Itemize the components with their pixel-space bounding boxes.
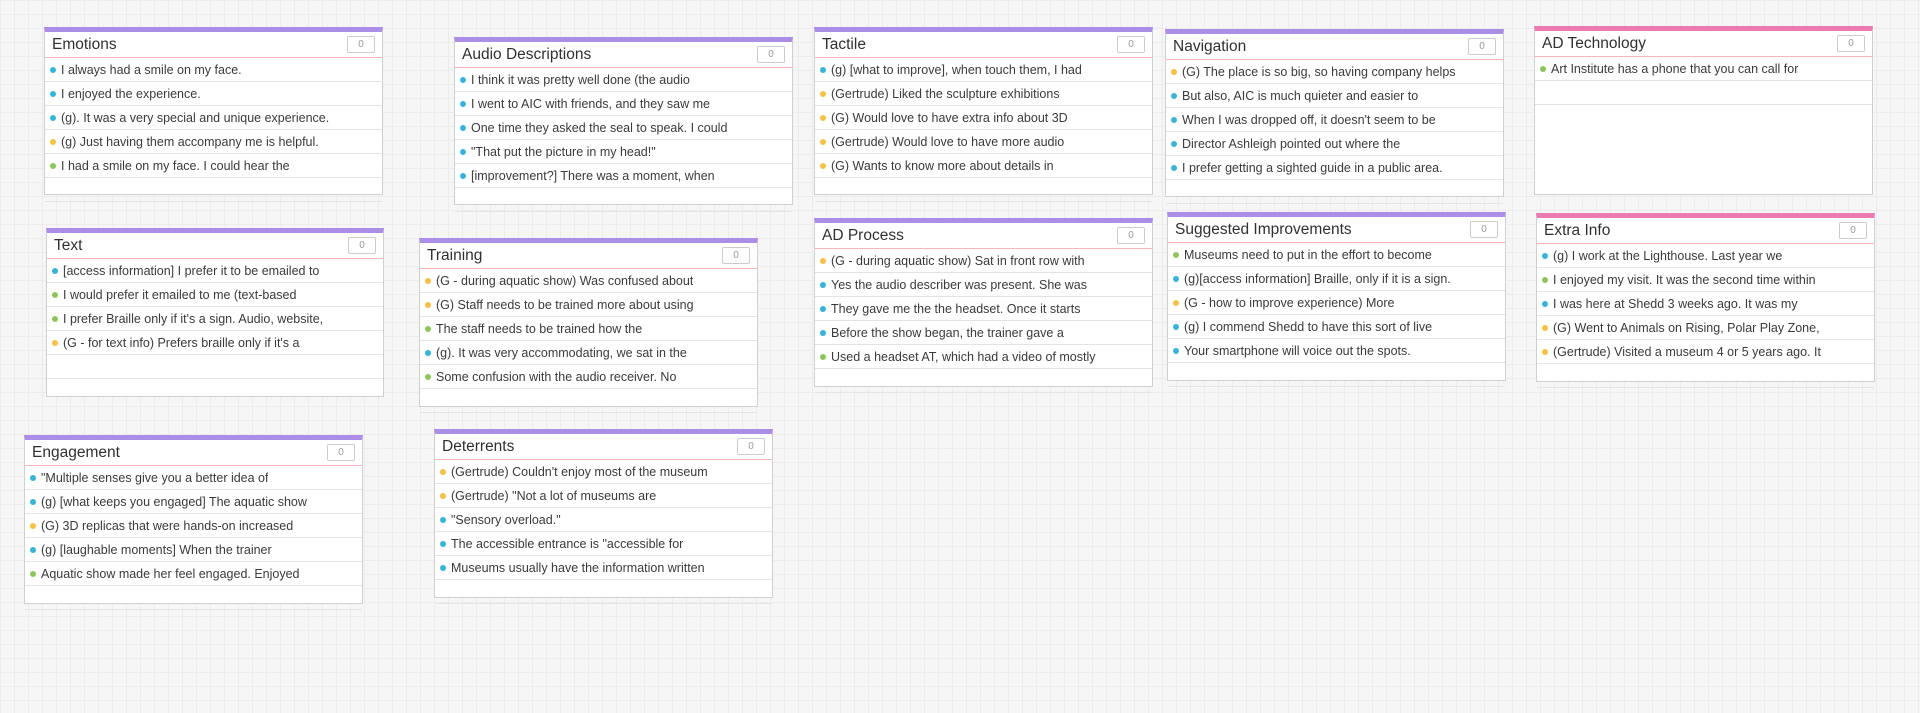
- note-row[interactable]: [1168, 315, 1505, 339]
- note-row[interactable]: [1537, 292, 1874, 316]
- count-badge[interactable]: 0: [1117, 227, 1145, 244]
- note-text: (G - for text info) Prefers braille only if it's a: [63, 335, 300, 350]
- note-row[interactable]: [1535, 57, 1872, 81]
- note-text: "Multiple senses give you a better idea of: [41, 470, 269, 485]
- bullet-dot-icon: [50, 163, 56, 169]
- card-ad-technology[interactable]: [1534, 26, 1873, 195]
- bullet-dot-icon: [1173, 252, 1179, 258]
- note-text: Some confusion with the audio receiver. No: [436, 369, 677, 384]
- note-text: Director Ashleigh pointed out where the: [1182, 136, 1401, 151]
- note-text: Museums usually have the information written: [451, 560, 705, 575]
- card-rows: [1535, 57, 1872, 105]
- card-training[interactable]: [419, 238, 758, 407]
- note-text: The staff needs to be trained how the: [436, 321, 643, 336]
- card-title: Emotions: [52, 35, 117, 53]
- card-rows: [815, 249, 1152, 393]
- note-text: I enjoyed the experience.: [61, 86, 201, 101]
- bullet-dot-icon: [425, 350, 431, 356]
- bullet-dot-icon: [1173, 348, 1179, 354]
- card-rows: [1168, 243, 1505, 387]
- card-text[interactable]: [46, 228, 384, 397]
- bullet-dot-icon: [1173, 324, 1179, 330]
- card-title: Tactile: [822, 35, 866, 53]
- card-header: [1168, 217, 1505, 243]
- note-row[interactable]: [815, 321, 1152, 345]
- note-row[interactable]: [815, 154, 1152, 178]
- note-text: (Gertrude) Would love to have more audio: [831, 134, 1065, 149]
- bullet-dot-icon: [820, 330, 826, 336]
- bullet-dot-icon: [820, 282, 826, 288]
- note-row[interactable]: [45, 106, 382, 130]
- bullet-dot-icon: [1173, 300, 1179, 306]
- note-row[interactable]: [47, 283, 383, 307]
- card-header: [420, 243, 757, 269]
- empty-row[interactable]: [1168, 363, 1505, 387]
- count-badge[interactable]: 0: [757, 46, 785, 63]
- note-text: "That put the picture in my head!": [471, 144, 656, 159]
- bullet-dot-icon: [1542, 325, 1548, 331]
- card-deterrents[interactable]: [434, 429, 773, 598]
- note-row[interactable]: [455, 164, 792, 188]
- bullet-dot-icon: [30, 523, 36, 529]
- note-row[interactable]: [25, 562, 362, 586]
- note-text: The accessible entrance is "accessible for: [451, 536, 684, 551]
- note-row[interactable]: [25, 466, 362, 490]
- bullet-dot-icon: [820, 354, 826, 360]
- bullet-dot-icon: [50, 91, 56, 97]
- empty-row[interactable]: [45, 178, 382, 202]
- empty-row[interactable]: [47, 355, 383, 379]
- bullet-dot-icon: [440, 469, 446, 475]
- card-header: [455, 42, 792, 68]
- card-suggested-improvements[interactable]: [1167, 212, 1506, 381]
- card-audio-descriptions[interactable]: [454, 37, 793, 205]
- note-row[interactable]: [45, 130, 382, 154]
- note-text: I always had a smile on my face.: [61, 62, 242, 77]
- note-row[interactable]: [435, 556, 772, 580]
- note-row[interactable]: [1166, 132, 1503, 156]
- card-title: AD Technology: [1542, 34, 1646, 52]
- card-header: [1537, 218, 1874, 244]
- note-text: I would prefer it emailed to me (text-based: [63, 287, 297, 302]
- note-text: "Sensory overload.": [451, 512, 561, 527]
- note-row[interactable]: [1168, 243, 1505, 267]
- empty-row[interactable]: [1166, 180, 1503, 204]
- note-text: I think it was pretty well done (the audio: [471, 72, 690, 87]
- bullet-dot-icon: [425, 326, 431, 332]
- card-extra-info[interactable]: [1536, 213, 1875, 382]
- note-text: Art Institute has a phone that you can call for: [1551, 61, 1799, 76]
- note-row[interactable]: [1537, 268, 1874, 292]
- count-badge[interactable]: 0: [1468, 38, 1496, 55]
- note-text: Museums need to put in the effort to become: [1184, 247, 1432, 262]
- note-text: (g) [what to improve], when touch them, I had: [831, 62, 1082, 77]
- bullet-dot-icon: [1542, 301, 1548, 307]
- count-badge[interactable]: 0: [1837, 35, 1865, 52]
- note-row[interactable]: [1166, 84, 1503, 108]
- bullet-dot-icon: [1171, 141, 1177, 147]
- note-text: When I was dropped off, it doesn't seem to be: [1182, 112, 1436, 127]
- card-navigation[interactable]: [1165, 29, 1504, 197]
- note-text: (g) I work at the Lighthouse. Last year we: [1553, 248, 1783, 263]
- card-rows: [45, 58, 382, 202]
- bullet-dot-icon: [425, 374, 431, 380]
- card-title: Training: [427, 246, 483, 264]
- note-text: (G) 3D replicas that were hands-on increased: [41, 518, 294, 533]
- card-header: [815, 223, 1152, 249]
- bullet-dot-icon: [820, 115, 826, 121]
- note-text: (Gertrude) Liked the sculpture exhibitions: [831, 86, 1060, 101]
- note-text: (G) Would love to have extra info about 3D: [831, 110, 1068, 125]
- note-text: Used a headset AT, which had a video of mostly: [831, 349, 1096, 364]
- note-row[interactable]: [815, 130, 1152, 154]
- empty-row[interactable]: [815, 369, 1152, 393]
- note-text: I enjoyed my visit. It was the second time within: [1553, 272, 1816, 287]
- note-row[interactable]: [1537, 316, 1874, 340]
- note-text: (g) [laughable moments] When the trainer: [41, 542, 272, 557]
- bullet-dot-icon: [1542, 349, 1548, 355]
- bullet-dot-icon: [52, 316, 58, 322]
- note-text: (G) The place is so big, so having company helps: [1182, 64, 1456, 79]
- note-row[interactable]: [435, 508, 772, 532]
- bullet-dot-icon: [820, 306, 826, 312]
- note-row[interactable]: [25, 538, 362, 562]
- card-header: [25, 440, 362, 466]
- note-row[interactable]: [1168, 267, 1505, 291]
- bullet-dot-icon: [820, 91, 826, 97]
- note-row[interactable]: [45, 154, 382, 178]
- card-title: Extra Info: [1544, 221, 1611, 239]
- note-row[interactable]: [455, 116, 792, 140]
- note-text: I prefer Braille only if it's a sign. Audio, website,: [63, 311, 324, 326]
- note-row[interactable]: [47, 259, 383, 283]
- count-badge[interactable]: 0: [1470, 221, 1498, 238]
- note-row[interactable]: [815, 297, 1152, 321]
- count-badge[interactable]: 0: [347, 36, 375, 53]
- card-header: [1535, 31, 1872, 57]
- note-text: One time they asked the seal to speak. I could: [471, 120, 728, 135]
- note-row[interactable]: [420, 365, 757, 389]
- empty-row[interactable]: [420, 389, 757, 413]
- bullet-dot-icon: [30, 499, 36, 505]
- bullet-dot-icon: [425, 302, 431, 308]
- card-title: Navigation: [1173, 37, 1247, 55]
- note-row[interactable]: [435, 484, 772, 508]
- bullet-dot-icon: [52, 268, 58, 274]
- note-row[interactable]: [1166, 60, 1503, 84]
- card-title: Text: [54, 236, 83, 254]
- note-row[interactable]: [815, 58, 1152, 82]
- card-header: [1166, 34, 1503, 60]
- card-rows: [420, 269, 757, 413]
- bullet-dot-icon: [1542, 277, 1548, 283]
- note-row[interactable]: [420, 293, 757, 317]
- note-row[interactable]: [815, 106, 1152, 130]
- count-badge[interactable]: 0: [737, 438, 765, 455]
- bullet-dot-icon: [50, 115, 56, 121]
- note-text: (G) Staff needs to be trained more about using: [436, 297, 694, 312]
- note-row[interactable]: [435, 532, 772, 556]
- card-title: Engagement: [32, 443, 120, 461]
- card-rows: [455, 68, 792, 212]
- bullet-dot-icon: [30, 571, 36, 577]
- bullet-dot-icon: [820, 139, 826, 145]
- bullet-dot-icon: [50, 67, 56, 73]
- note-text: (Gertrude) Visited a museum 4 or 5 years ago. It: [1553, 344, 1821, 359]
- note-text: (G) Went to Animals on Rising, Polar Play Zone,: [1553, 320, 1820, 335]
- note-text: (Gertrude) "Not a lot of museums are: [451, 488, 657, 503]
- bullet-dot-icon: [1171, 93, 1177, 99]
- bullet-dot-icon: [1542, 253, 1548, 259]
- note-row[interactable]: [1166, 156, 1503, 180]
- note-text: Aquatic show made her feel engaged. Enjoyed: [41, 566, 300, 581]
- bullet-dot-icon: [460, 149, 466, 155]
- bullet-dot-icon: [1171, 69, 1177, 75]
- empty-row[interactable]: [815, 178, 1152, 202]
- note-text: Your smartphone will voice out the spots.: [1184, 343, 1411, 358]
- note-row[interactable]: [1537, 340, 1874, 364]
- bullet-dot-icon: [460, 77, 466, 83]
- card-rows: [435, 460, 772, 604]
- note-row[interactable]: [420, 341, 757, 365]
- count-badge[interactable]: 0: [1117, 36, 1145, 53]
- empty-row[interactable]: [455, 188, 792, 212]
- card-tactile[interactable]: [814, 27, 1153, 195]
- note-text: [access information] I prefer it to be emailed to: [63, 263, 320, 278]
- note-row[interactable]: [815, 273, 1152, 297]
- note-text: (G - how to improve experience) More: [1184, 295, 1395, 310]
- bullet-dot-icon: [440, 565, 446, 571]
- bullet-dot-icon: [30, 475, 36, 481]
- note-text: (G - during aquatic show) Was confused about: [436, 273, 694, 288]
- note-text: I went to AIC with friends, and they saw me: [471, 96, 711, 111]
- note-row[interactable]: [455, 140, 792, 164]
- note-text: (g) Just having them accompany me is helpful.: [61, 134, 319, 149]
- card-title: Audio Descriptions: [462, 45, 592, 63]
- note-row[interactable]: [420, 317, 757, 341]
- count-badge[interactable]: 0: [327, 444, 355, 461]
- bullet-dot-icon: [460, 125, 466, 131]
- note-row[interactable]: [420, 269, 757, 293]
- note-row[interactable]: [45, 82, 382, 106]
- bullet-dot-icon: [425, 278, 431, 284]
- bullet-dot-icon: [1173, 276, 1179, 282]
- bullet-dot-icon: [460, 101, 466, 107]
- bullet-dot-icon: [820, 67, 826, 73]
- note-row[interactable]: [1166, 108, 1503, 132]
- card-rows: [25, 466, 362, 610]
- note-text: (G) Wants to know more about details in: [831, 158, 1054, 173]
- note-row[interactable]: [815, 249, 1152, 273]
- bullet-dot-icon: [440, 517, 446, 523]
- note-row[interactable]: [1168, 291, 1505, 315]
- note-row[interactable]: [1537, 244, 1874, 268]
- empty-row[interactable]: [1535, 81, 1872, 105]
- note-text: (Gertrude) Couldn't enjoy most of the museum: [451, 464, 708, 479]
- card-header: [435, 434, 772, 460]
- bullet-dot-icon: [460, 173, 466, 179]
- card-engagement[interactable]: [24, 435, 363, 604]
- count-badge[interactable]: 0: [722, 247, 750, 264]
- card-rows: [815, 58, 1152, 202]
- bullet-dot-icon: [30, 547, 36, 553]
- note-text: I prefer getting a sighted guide in a public area.: [1182, 160, 1443, 175]
- note-text: (g). It was very accommodating, we sat in the: [436, 345, 687, 360]
- note-text: They gave me the the headset. Once it starts: [831, 301, 1081, 316]
- note-row[interactable]: [47, 307, 383, 331]
- bullet-dot-icon: [52, 340, 58, 346]
- bullet-dot-icon: [820, 258, 826, 264]
- card-header: [815, 32, 1152, 58]
- bullet-dot-icon: [820, 163, 826, 169]
- note-text: (g) I commend Shedd to have this sort of live: [1184, 319, 1433, 334]
- bullet-dot-icon: [1171, 117, 1177, 123]
- card-title: AD Process: [822, 226, 904, 244]
- note-text: Yes the audio describer was present. She was: [831, 277, 1087, 292]
- note-text: (g) [what keeps you engaged] The aquatic show: [41, 494, 307, 509]
- bullet-dot-icon: [52, 292, 58, 298]
- card-header: [47, 233, 383, 259]
- note-text: (g). It was a very special and unique experience.: [61, 110, 330, 125]
- note-text: I was here at Shedd 3 weeks ago. It was my: [1553, 296, 1798, 311]
- bullet-dot-icon: [440, 541, 446, 547]
- empty-row[interactable]: [1537, 364, 1874, 388]
- empty-row[interactable]: [435, 580, 772, 604]
- card-title: Suggested Improvements: [1175, 220, 1352, 238]
- empty-row[interactable]: [25, 586, 362, 610]
- bullet-dot-icon: [1171, 165, 1177, 171]
- bullet-dot-icon: [440, 493, 446, 499]
- note-row[interactable]: [1168, 339, 1505, 363]
- note-text: [improvement?] There was a moment, when: [471, 168, 715, 183]
- note-row[interactable]: [45, 58, 382, 82]
- card-header: [45, 32, 382, 58]
- note-row[interactable]: [815, 345, 1152, 369]
- count-badge[interactable]: 0: [1839, 222, 1867, 239]
- bullet-dot-icon: [50, 139, 56, 145]
- note-text: But also, AIC is much quieter and easier to: [1182, 88, 1419, 103]
- note-row[interactable]: [47, 331, 383, 355]
- note-row[interactable]: [815, 82, 1152, 106]
- card-rows: [1166, 60, 1503, 204]
- bullet-dot-icon: [1540, 66, 1546, 72]
- note-row[interactable]: [25, 490, 362, 514]
- note-text: Before the show began, the trainer gave a: [831, 325, 1064, 340]
- note-row[interactable]: [25, 514, 362, 538]
- note-text: (g)[access information] Braille, only if it is a sign.: [1184, 271, 1451, 286]
- card-emotions[interactable]: [44, 27, 383, 195]
- note-text: I had a smile on my face. I could hear the: [61, 158, 290, 173]
- note-row[interactable]: [455, 68, 792, 92]
- note-row[interactable]: [455, 92, 792, 116]
- card-title: Deterrents: [442, 437, 515, 455]
- note-row[interactable]: [435, 460, 772, 484]
- count-badge[interactable]: 0: [348, 237, 376, 254]
- card-rows: [47, 259, 383, 379]
- note-text: (G - during aquatic show) Sat in front row with: [831, 253, 1085, 268]
- card-rows: [1537, 244, 1874, 388]
- card-ad-process[interactable]: [814, 218, 1153, 387]
